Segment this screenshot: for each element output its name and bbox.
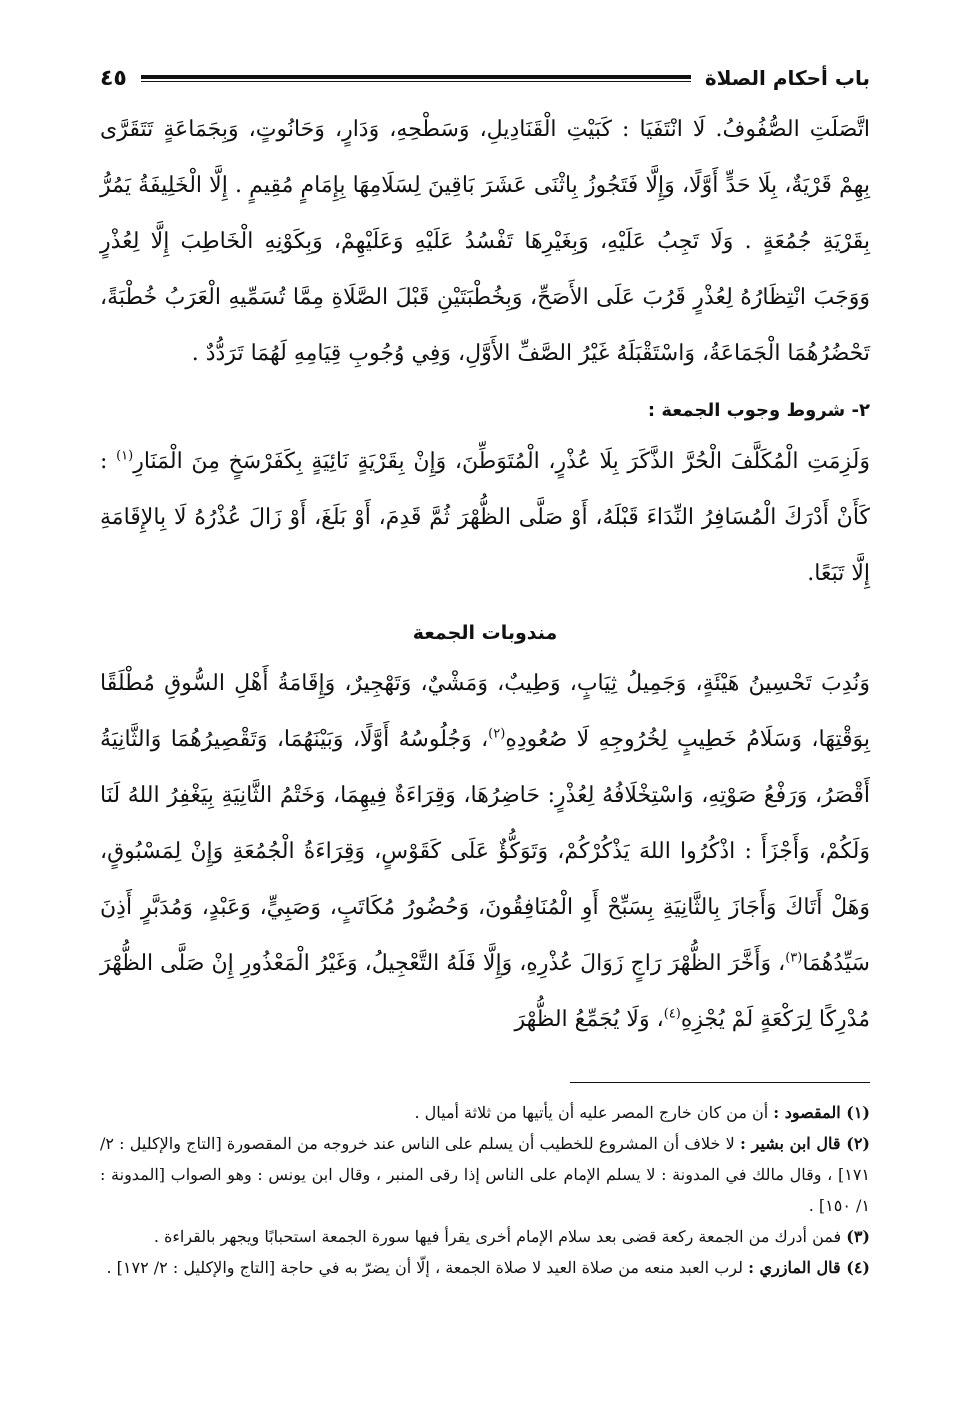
footnote-separator bbox=[570, 1082, 870, 1083]
body-paragraph-3 bbox=[100, 656, 870, 1048]
chapter-title: باب أحكام الصلاة bbox=[704, 66, 870, 90]
footnote-2-text: لا خلاف أن المشروع للخطيب أن يسلم على الناس عند خروجه من المقصورة [التاج والإكليل : ٢/ ١٧١] ، وقال مالك في المدونة : لا يسلم الإمام على الناس إذا رقى المنبر ، وقال ابن يونس : وهو الصواب [المدونة : ١/ ١٥٠] . bbox=[100, 1134, 870, 1215]
footnote-marker-2[interactable]: (٢) bbox=[488, 726, 506, 742]
para3-text-2: ، وَجُلُوسُهُ أَوَّلًا، وَبَيْنَهُمَا، وَتَقْصِيرُهُمَا وَالثَّانِيَةُ أَقْصَرُ، وَرَفْعُ صَوْتِهِ، وَاسْتِخْلَافُهُ لِعُذْرٍ: حَاضِرُهَا، وَقِرَاءَةٌ فِيهِمَا، وَخَتْمُ الثَّانِيَةِ بِيَغْفِرُ اللهُ لَنَا وَلَكُمْ، وَأَجْزَأَ : اذْكُرُوا اللهَ يَذْكُرْكُمْ، وَتَوَكُّؤٌ عَلَى كَقَوْسٍ، وَقِرَاءَةُ الْجُمُعَةِ وَإِنْ لِمَسْبُوقٍ، وَهَلْ أَتَاكَ وَأَجَازَ بِالثَّانِيَةِ بِسَبِّحْ أَوِ الْمُنَافِقُونَ، وَحُضُورُ مُكَاتَبٍ، وَصَبِيٍّ، وَعَبْدٍ، وَمُدَبَّرٍ أَذِنَ سَيِّدُهُمَا bbox=[100, 727, 870, 976]
footnote-marker-4[interactable]: (٤) bbox=[663, 1006, 681, 1022]
footnote-4-text: لرب العبد منعه من صلاة العيد لا صلاة الجمعة ، إلّا أن يضرّ به في حاجة [التاج والإكليل : ٢/ ١٧٢] . bbox=[106, 1258, 749, 1277]
section-heading-conditions: ٢- شروط وجوب الجمعة : bbox=[647, 400, 870, 421]
footnote-marker-3[interactable]: (٣) bbox=[785, 950, 803, 966]
footnote-1-text: أن من كان خارج المصر عليه أن يأتيها من ثلاثة أميال . bbox=[414, 1103, 774, 1122]
footnote-2-lead: (٢) قال ابن بشير : bbox=[739, 1134, 870, 1153]
footnotes bbox=[100, 1097, 870, 1283]
para2-text-end: : كَأَنْ أَدْرَكَ الْمُسَافِرُ النِّدَاءَ قَبْلَهُ، أَوْ صَلَّى الظُّهْرَ ثُمَّ قَدِمَ، أَوْ بَلَغَ، أَوْ زَالَ عُذْرُهُ لَا بِالإِقَامَةِ إِلَّا تَبَعًا. bbox=[100, 449, 870, 586]
footnote-1 bbox=[100, 1097, 870, 1128]
footnote-marker-1[interactable]: (١) bbox=[116, 448, 134, 464]
page bbox=[100, 58, 870, 1283]
page-header bbox=[100, 58, 870, 98]
para3-text-3: ، وَأَخَّرَ الظُّهْرَ رَاجٍ زَوَالَ عُذْرِهِ، وَإِلَّا فَلَهُ التَّعْجِيلُ، وَغَيْرُ الْمَعْذُورِ إِنْ صَلَّى الظُّهْرَ مُدْرِكًا لِرَكْعَةٍ لَمْ يُجْزِهِ bbox=[100, 951, 870, 1032]
para3-text-1: وَنُدِبَ تَحْسِينُ هَيْئَةٍ، وَجَمِيلُ ثِيَابٍ، وَطِيبٌ، وَمَشْيٌ، وَتَهْجِيرٌ، وَإِقَامَةُ أَهْلِ السُّوقِ مُطْلَقًا بِوَقْتِهَا، وَسَلَامُ خَطِيبٍ لِخُرُوجِهِ لَا صُعُودِهِ bbox=[100, 671, 870, 752]
footnote-2 bbox=[100, 1128, 870, 1221]
para3-text-4: ، وَلَا يُجَمِّعُ الظُّهْرَ bbox=[514, 1007, 664, 1032]
footnote-4 bbox=[100, 1252, 870, 1283]
page-number: ٤٥ bbox=[100, 65, 127, 91]
header-rule bbox=[141, 75, 691, 82]
section-heading-recommended: مندوبات الجمعة bbox=[412, 622, 558, 644]
footnote-3-lead: (٣) bbox=[846, 1227, 870, 1246]
para2-text-start: وَلَزِمَتِ الْمُكَلَّفَ الْحُرَّ الذَّكَرَ بِلَا عُذْرٍ، الْمُتَوَطِّنَ، وَإِنْ بِقَرْيَةٍ نَائِيَةٍ بِكَفَرْسَخٍ مِنَ الْمَنَارِ bbox=[133, 449, 870, 474]
footnote-4-lead: (٤) قال المازري : bbox=[748, 1258, 870, 1277]
body-paragraph-2 bbox=[100, 434, 870, 602]
footnote-1-lead: (١) المقصود : bbox=[773, 1103, 870, 1122]
body-paragraph-1: اتَّصَلَتِ الصُّفُوفُ. لَا انْتَفَيَا : كَبَيْتِ الْقَنَادِيلِ، وَسَطْحِهِ، وَدَارٍ، وَحَانُوتٍ، وَبِجَمَاعَةٍ تَتَقَرَّى بِهِمْ قَرْيَةٌ، بِلَا حَدٍّ أَوَّلًا، وَإِلَّا فَتَجُوزُ بِاثْنَى عَشَرَ بَاقِينَ لِسَلَامِهَا بِإِمَامٍ مُقِيمٍ . إِلَّا الْخَلِيفَةُ يَمُرُّ بِقَرْيَةِ جُمُعَةٍ . وَلَا تَجِبُ عَلَيْهِ، وَبِغَيْرِهَا تَفْسُدُ عَلَيْهِ وَعَلَيْهِمْ، وَبِكَوْنِهِ الْخَاطِبَ إِلَّا لِعُذْرٍ وَوَجَبَ انْتِظَارُهُ لِعُذْرٍ قَرُبَ عَلَى الأَصَحِّ، وَبِخُطْبَتَيْنِ قَبْلَ الصَّلَاةِ مِمَّا تُسَمِّيهِ الْعَرَبُ خُطْبَةً، تَحْضُرُهُمَا الْجَمَاعَةُ، وَاسْتَقْبَلَهُ غَيْرُ الصَّفِّ الأَوَّلِ، وَفِي وُجُوبِ قِيَامِهِ لَهُمَا تَرَدُّدٌ . bbox=[100, 117, 870, 366]
footnote-3-text: فمن أدرك من الجمعة ركعة قضى بعد سلام الإمام أخرى يقرأ فيها سورة الجمعة استحبابًا ويجهر بالقراءة . bbox=[153, 1227, 847, 1246]
footnote-3 bbox=[100, 1221, 870, 1252]
